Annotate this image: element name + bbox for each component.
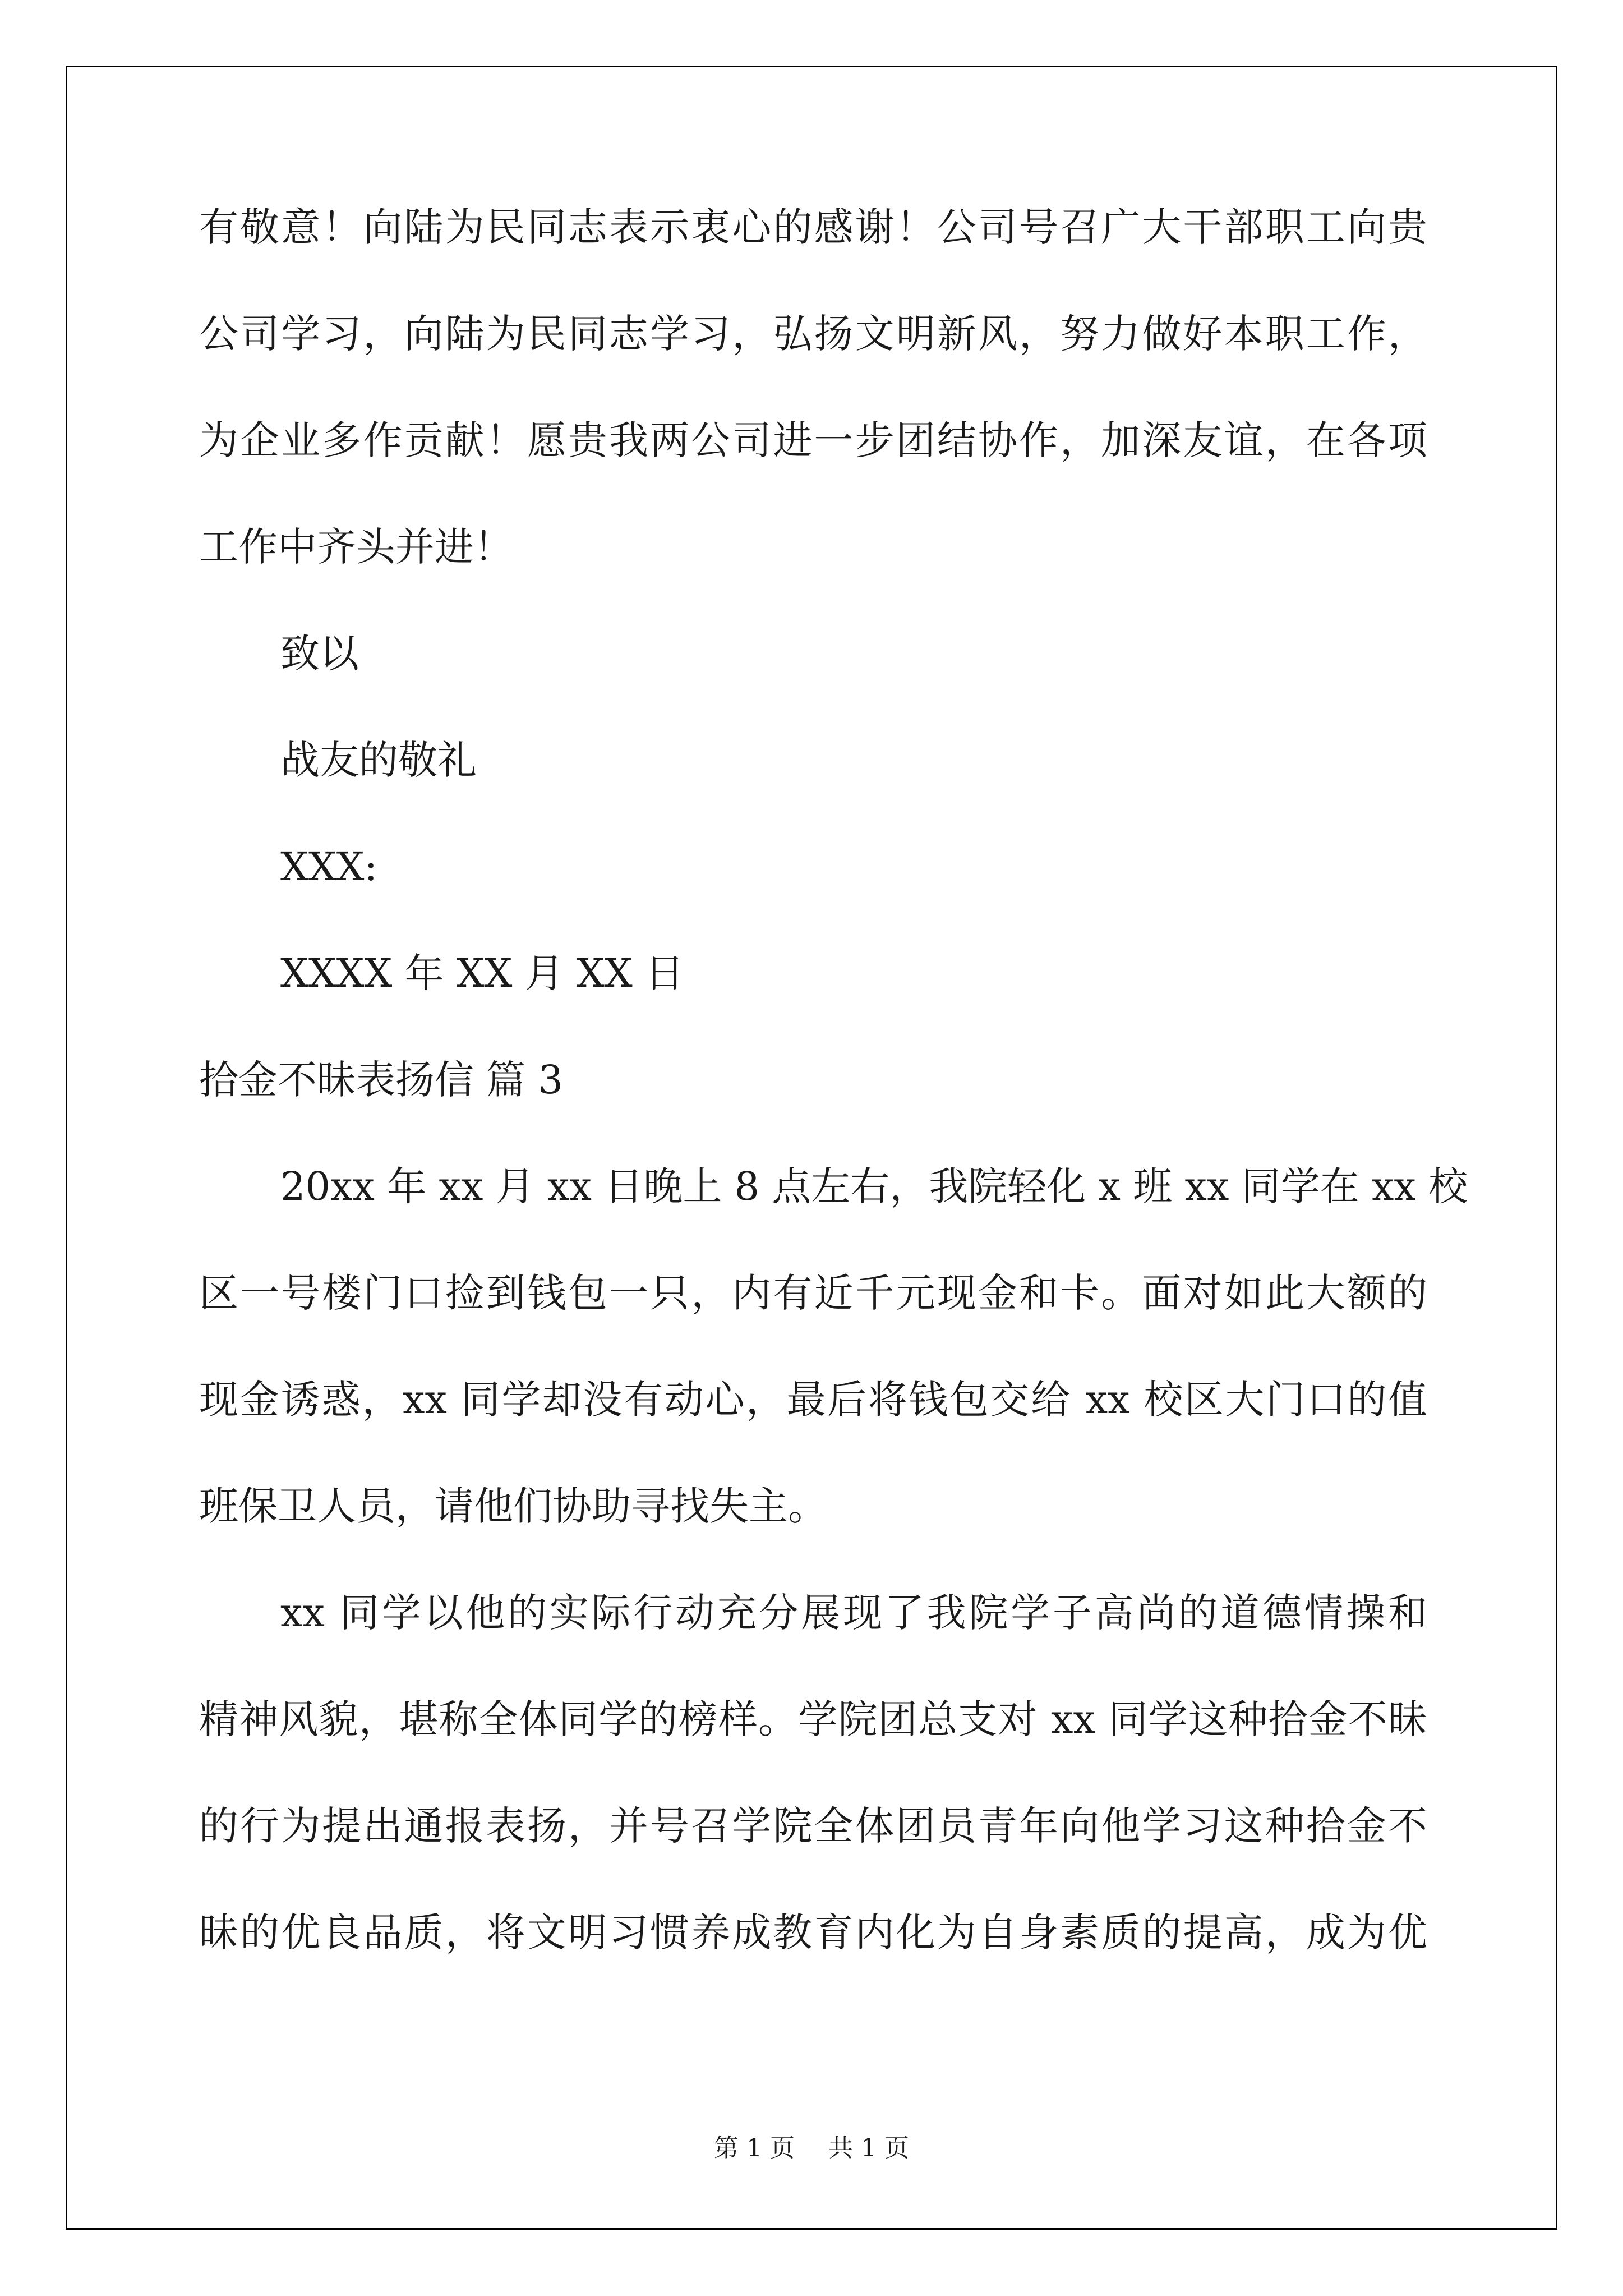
text-line: 工作中齐头并进！ [199, 524, 513, 570]
text-line: 班保卫人员，请他们协助寻找失主。 [199, 1483, 827, 1529]
document-body [199, 204, 1468, 2019]
section-heading: 拾金不昧表扬信 篇 3 [199, 1057, 564, 1103]
text-line: 有敬意！向陆为民同志表示衷心的感谢！公司号召广大干部职工向贵 [199, 204, 1427, 250]
text-line: 精神风貌，堪称全体同学的榜样。学院团总支对 xx 同学这种拾金不昧 [199, 1696, 1427, 1742]
signature-name: XXX: [280, 844, 378, 890]
page-number: 第 1 页 [714, 2134, 795, 2162]
text-line: 20xx 年 xx 月 xx 日晚上 8 点左右，我院轻化 x 班 xx 同学在 xx 校 [280, 1163, 1468, 1209]
salutation-line: 致以 [280, 631, 359, 677]
text-line: 公司学习，向陆为民同志学习，弘扬文明新风，努力做好本职工作， [199, 311, 1427, 357]
page-footer [0, 2136, 1623, 2161]
page-count: 共 1 页 [828, 2134, 909, 2162]
text-line: 现金诱惑，xx 同学却没有动心，最后将钱包交给 xx 校区大门口的值 [199, 1377, 1427, 1423]
signature-date: XXXX 年 XX 月 XX 日 [280, 950, 684, 996]
text-line: 昧的优良品质，将文明习惯养成教育内化为自身素质的提高，成为优 [199, 1910, 1427, 1955]
text-line: 为企业多作贡献！愿贵我两公司进一步团结协作，加深友谊，在各项 [199, 417, 1427, 463]
text-line: 区一号楼门口捡到钱包一只，内有近千元现金和卡。面对如此大额的 [199, 1270, 1427, 1316]
text-line: xx 同学以他的实际行动充分展现了我院学子高尚的道德情操和 [280, 1590, 1427, 1636]
salutation-line: 战友的敬礼 [280, 737, 477, 783]
text-line: 的行为提出通报表扬，并号召学院全体团员青年向他学习这种拾金不 [199, 1803, 1427, 1849]
